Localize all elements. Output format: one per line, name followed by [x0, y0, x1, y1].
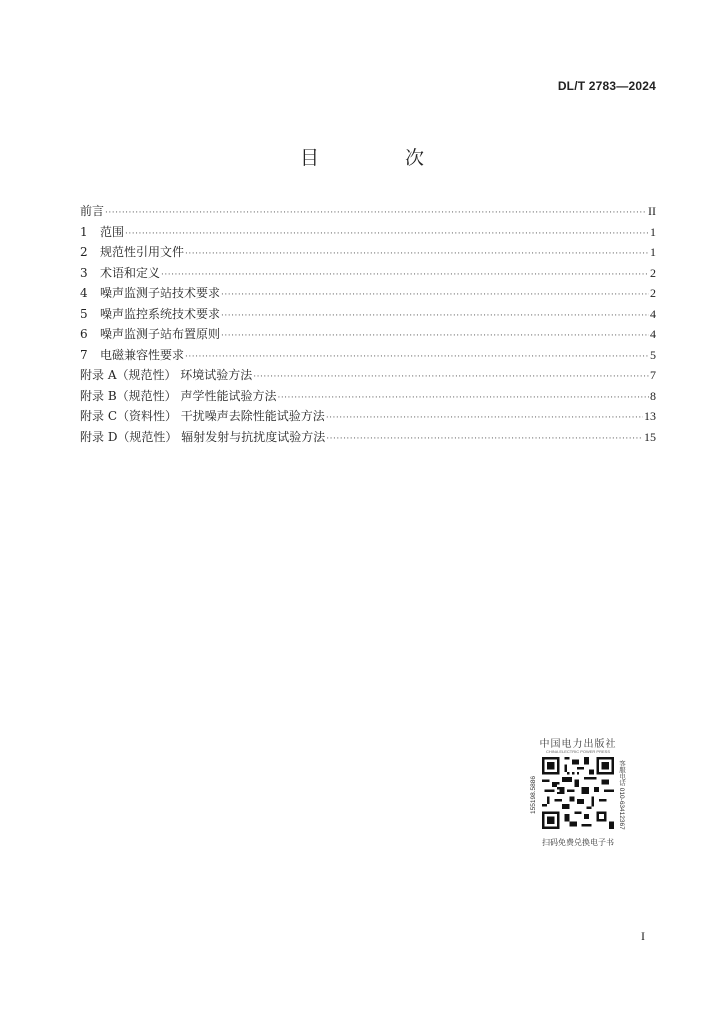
- qr-caption: 扫码免费兑换电子书: [542, 838, 614, 847]
- qr-code-icon[interactable]: [542, 755, 614, 831]
- toc-entry-number: 4: [80, 286, 88, 300]
- toc-entry-label: 规范性引用文件: [100, 245, 185, 259]
- toc-entry-appendix-b[interactable]: [80, 386, 656, 407]
- publisher-logo-en: CHINA ELECTRIC POWER PRESS: [545, 749, 610, 754]
- leader-dots: [105, 203, 647, 224]
- publisher-logo: 中国电力出版社: [539, 739, 617, 750]
- leader-dots: [253, 367, 649, 388]
- toc-entry-appendix-a[interactable]: [80, 365, 656, 386]
- toc-entry-label: 噪声监测子站技术要求: [100, 286, 221, 300]
- toc-entry-number: 7: [80, 347, 88, 362]
- toc-entry-number: 3: [80, 265, 88, 280]
- toc-entry-3[interactable]: [80, 263, 656, 284]
- toc-entry-number: 6: [80, 327, 88, 341]
- toc-entry-page: 7: [650, 368, 656, 382]
- toc-entry-4[interactable]: [80, 283, 656, 304]
- toc-entry-number: 1: [80, 224, 88, 239]
- qr-left-text: 155198.5886: [530, 776, 537, 814]
- toc-entry-label: 范围: [100, 224, 125, 239]
- toc-entry-page: 2: [650, 286, 656, 300]
- toc-entry-7[interactable]: [80, 345, 656, 366]
- leader-dots: [221, 326, 649, 347]
- toc-entry-page: 13: [644, 409, 656, 423]
- toc-entry-page: 1: [650, 245, 656, 259]
- toc-entry-2[interactable]: [80, 242, 656, 263]
- leader-dots: [161, 265, 649, 286]
- toc-entry-5[interactable]: [80, 304, 656, 325]
- toc-entry-appendix-c[interactable]: [80, 406, 656, 427]
- toc-entry-6[interactable]: [80, 324, 656, 345]
- toc-entry-page: 2: [650, 265, 656, 280]
- leader-dots: [221, 285, 649, 306]
- toc-entry-page: 5: [650, 347, 656, 362]
- leader-dots: [326, 408, 643, 429]
- toc-entry-1[interactable]: [80, 222, 656, 243]
- qr-wrap: [530, 755, 626, 835]
- toc-entry-page: 8: [650, 388, 656, 403]
- leader-dots: [185, 347, 649, 368]
- toc-entry-label: 噪声监测子站布置原则: [100, 327, 221, 341]
- toc-entry-appendix-d[interactable]: [80, 427, 656, 448]
- leader-dots: [221, 306, 649, 327]
- page-number: I: [641, 929, 645, 943]
- toc-entry-page: II: [648, 204, 656, 218]
- publisher-qr-block: [530, 735, 626, 848]
- toc-entry-foreword[interactable]: [80, 201, 656, 222]
- toc-title: 目 次: [299, 147, 465, 169]
- standard-code: DL/T 2783—2024: [557, 79, 656, 93]
- toc-entry-label: 前言: [80, 204, 105, 218]
- leader-dots: [185, 244, 649, 265]
- leader-dots: [326, 429, 643, 450]
- toc-entry-page: 4: [650, 327, 656, 341]
- toc-entry-number: 2: [80, 245, 88, 259]
- leader-dots: [125, 224, 649, 245]
- leader-dots: [277, 388, 649, 409]
- toc-entry-page: 1: [650, 224, 656, 239]
- toc-entry-page: 4: [650, 306, 656, 321]
- qr-right-text: 客服电话 010-63412367: [618, 760, 625, 830]
- toc-entry-label: 附录 C（资料性） 干扰噪声去除性能试验方法: [80, 409, 325, 423]
- toc-entry-label: 电磁兼容性要求: [100, 347, 185, 362]
- toc-entry-label: 噪声监控系统技术要求: [100, 306, 221, 321]
- toc-entry-label: 术语和定义: [100, 265, 161, 280]
- table-of-contents: [80, 201, 656, 447]
- toc-entry-label: 附录 B（规范性） 声学性能试验方法: [80, 388, 277, 403]
- toc-entry-number: 5: [80, 306, 88, 321]
- toc-entry-page: 15: [644, 429, 656, 444]
- toc-entry-label: 附录 A（规范性） 环境试验方法: [80, 368, 253, 382]
- toc-entry-label: 附录 D（规范性） 辐射发射与抗扰度试验方法: [80, 429, 326, 444]
